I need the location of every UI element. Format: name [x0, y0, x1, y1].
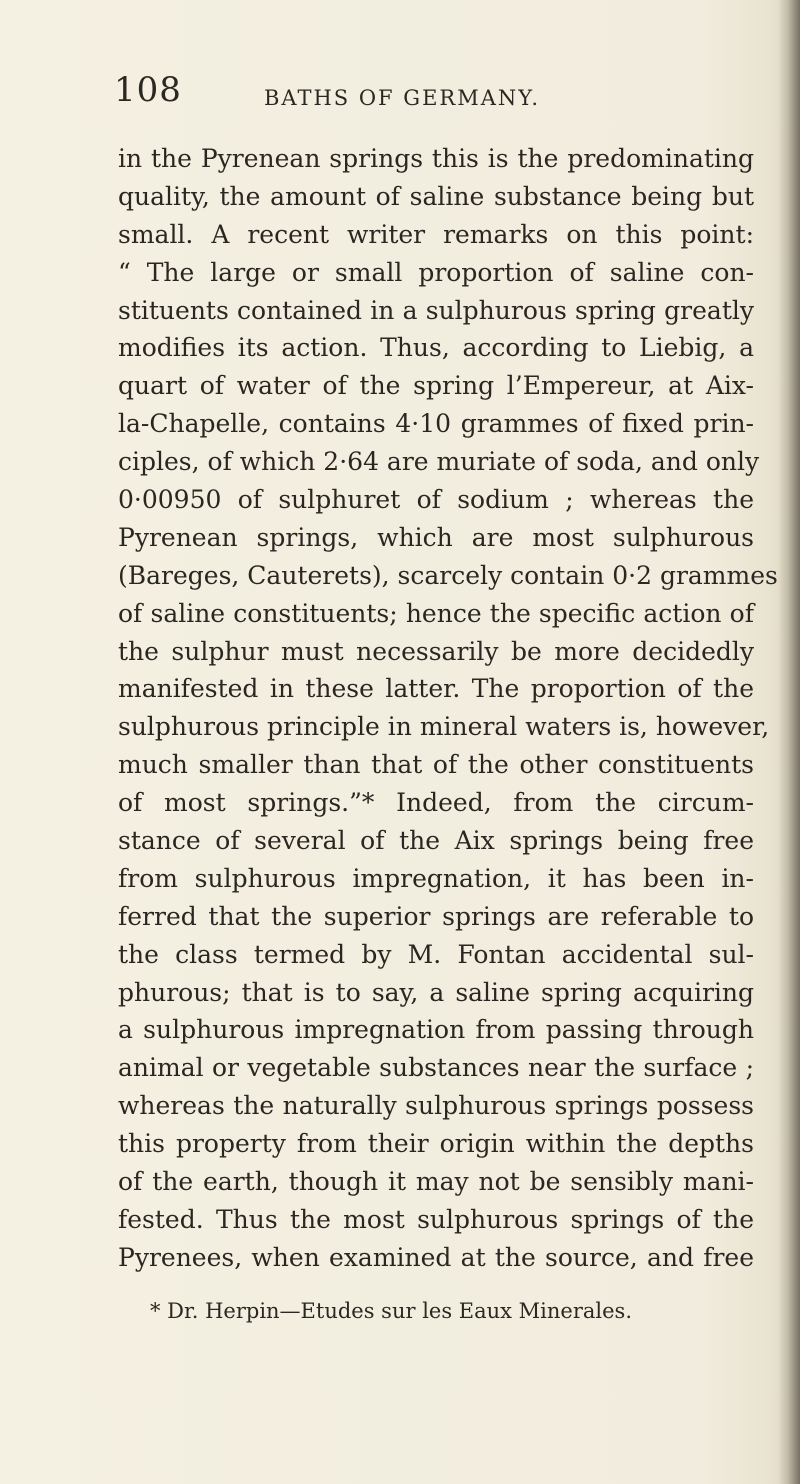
- text-line: ferred that the superior springs are referable to: [118, 901, 754, 931]
- text-line: of most springs.”* Indeed, from the circum-: [118, 788, 754, 818]
- text-line: (Bareges, Cauterets), scarcely contain 0·2 grammes: [118, 560, 778, 590]
- text-line: small. A recent writer remarks on this point:: [118, 219, 754, 249]
- body-text: [118, 140, 778, 1277]
- text-line: of the earth, though it may not be sensibly mani-: [118, 1167, 754, 1197]
- text-line: stance of several of the Aix springs being free: [118, 826, 754, 856]
- text-line: from sulphurous impregnation, it has been in-: [118, 863, 754, 893]
- text-line: phurous; that is to say, a saline spring acquiring: [118, 977, 754, 1007]
- text-line: this property from their origin within the depths: [118, 1129, 754, 1159]
- text-line: much smaller than that of the other constituents: [118, 750, 754, 780]
- page-edge-shadow: [778, 0, 800, 1484]
- running-head: [114, 70, 754, 118]
- text-line: la-Chapelle, contains 4·10 grammes of fixed prin-: [118, 409, 754, 439]
- text-line: fested. Thus the most sulphurous springs of the: [118, 1204, 754, 1234]
- text-line: “ The large or small proportion of saline con-: [118, 257, 754, 287]
- text-line: quart of water of the spring l’Empereur, at Aix-: [118, 371, 754, 401]
- text-line: Pyrenees, when examined at the source, and free: [118, 1242, 754, 1272]
- text-line: the class termed by M. Fontan accidental sul-: [118, 939, 754, 969]
- text-line: ciples, of which 2·64 are muriate of soda, and only: [118, 447, 760, 477]
- text-line: Pyrenean springs, which are most sulphurous: [118, 522, 754, 552]
- text-line: sulphurous principle in mineral waters is, however,: [118, 712, 770, 742]
- text-line: whereas the naturally sulphurous springs possess: [118, 1091, 754, 1121]
- text-line: a sulphurous impregnation from passing through: [118, 1015, 754, 1045]
- text-line: of saline constituents; hence the specific action of: [118, 598, 754, 628]
- page-number: 108: [114, 70, 182, 110]
- text-line: in the Pyrenean springs this is the predominating: [118, 144, 754, 173]
- text-line: the sulphur must necessarily be more decidedly: [118, 636, 754, 666]
- text-line: manifested in these latter. The proportion of the: [118, 674, 754, 704]
- text-line: 0·00950 of sulphuret of sodium ; whereas the: [118, 485, 754, 515]
- text-line: stituents contained in a sulphurous spring greatly: [118, 295, 754, 325]
- text-line: quality, the amount of saline substance being but: [118, 181, 754, 211]
- footnote: * Dr. Herpin—Etudes sur les Eaux Minerales.: [150, 1299, 633, 1323]
- text-line: modifies its action. Thus, according to Liebig, a: [118, 333, 754, 363]
- text-line: animal or vegetable substances near the surface ;: [118, 1053, 754, 1083]
- running-title: BATHS OF GERMANY.: [264, 86, 541, 110]
